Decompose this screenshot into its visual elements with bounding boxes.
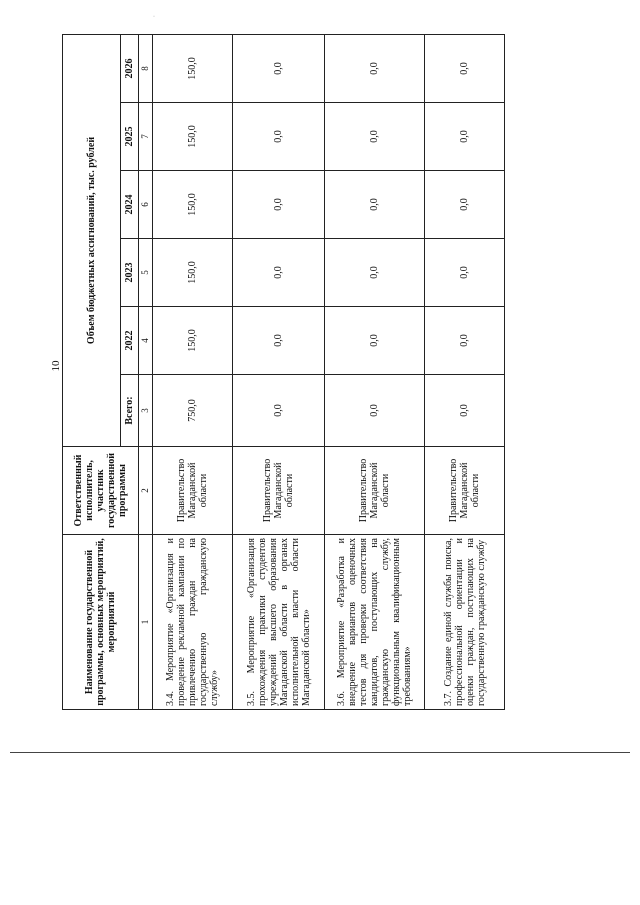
header-executor: Ответственный исполнитель, участник государственной программы [63, 447, 139, 535]
page-divider-line [10, 752, 630, 753]
row-value-2026: 0,0 [233, 34, 325, 102]
row-value-2022: 150,0 [153, 307, 233, 375]
row-value-2022: 0,0 [233, 307, 325, 375]
table-row [325, 34, 425, 709]
column-number-row [139, 34, 153, 709]
row-value-2024: 0,0 [233, 171, 325, 239]
row-value-2026: 0,0 [425, 34, 505, 102]
row-executor: Правительство Магаданской области [325, 447, 425, 535]
row-name: 3.7. Создание единой службы поиска, профессиональной ориентации и оценки граждан, поступающих на государственную гражданскую службу [425, 535, 505, 710]
row-executor: Правительство Магаданской области [153, 447, 233, 535]
row-value-2023: 0,0 [233, 239, 325, 307]
col-number: 1 [139, 535, 153, 710]
row-value-2022: 0,0 [425, 307, 505, 375]
row-value-2024: 0,0 [425, 171, 505, 239]
header-year-2022: 2022 [121, 307, 139, 375]
header-year-2025: 2025 [121, 103, 139, 171]
rotated-table-wrapper [62, 35, 487, 710]
row-name: 3.4. Мероприятие «Организация и проведение рекламной кампании по привлечению граждан на государственную гражданскую службу» [153, 535, 233, 710]
budget-table-frame [62, 35, 487, 710]
row-name: 3.6. Мероприятие «Разработка и внедрение вариантов оценочных тестов для проверки соответствия кандидатов, поступающих на гражданскую службу, функциональным квалификационным требованиям» [325, 535, 425, 710]
col-number: 2 [139, 447, 153, 535]
header-year-2024: 2024 [121, 171, 139, 239]
scan-speck: · [153, 14, 155, 20]
header-budget: Объем бюджетных ассигнований, тыс. рублей [63, 34, 121, 446]
col-number: 3 [139, 375, 153, 447]
row-executor: Правительство Магаданской области [233, 447, 325, 535]
table-row [425, 34, 505, 709]
row-value-2022: 0,0 [325, 307, 425, 375]
table-row [153, 34, 233, 709]
budget-allocation-table [62, 34, 505, 710]
header-year-2023: 2023 [121, 239, 139, 307]
row-total: 0,0 [325, 375, 425, 447]
col-number: 4 [139, 307, 153, 375]
header-program-name: Наименование государственной программы, основных мероприятий, мероприятий [63, 535, 139, 710]
row-value-2024: 0,0 [325, 171, 425, 239]
header-total: Всего: [121, 375, 139, 447]
col-number: 8 [139, 34, 153, 102]
page-number: 10 [50, 360, 62, 372]
row-total: 750,0 [153, 375, 233, 447]
header-year-2026: 2026 [121, 34, 139, 102]
row-value-2025: 0,0 [325, 103, 425, 171]
row-value-2026: 0,0 [325, 34, 425, 102]
row-value-2024: 150,0 [153, 171, 233, 239]
row-value-2026: 150,0 [153, 34, 233, 102]
col-number: 6 [139, 171, 153, 239]
row-value-2025: 0,0 [233, 103, 325, 171]
table-row [233, 34, 325, 709]
row-total: 0,0 [233, 375, 325, 447]
row-name: 3.5. Мероприятие «Организация прохождения практики студентов учреждений высшего образования Магаданской области в органах исполнительной власти области Магаданской области» [233, 535, 325, 710]
row-value-2023: 0,0 [425, 239, 505, 307]
row-executor: Правительство Магаданской области [425, 447, 505, 535]
row-value-2025: 150,0 [153, 103, 233, 171]
row-value-2025: 0,0 [425, 103, 505, 171]
row-value-2023: 0,0 [325, 239, 425, 307]
col-number: 5 [139, 239, 153, 307]
row-value-2023: 150,0 [153, 239, 233, 307]
col-number: 7 [139, 103, 153, 171]
row-total: 0,0 [425, 375, 505, 447]
